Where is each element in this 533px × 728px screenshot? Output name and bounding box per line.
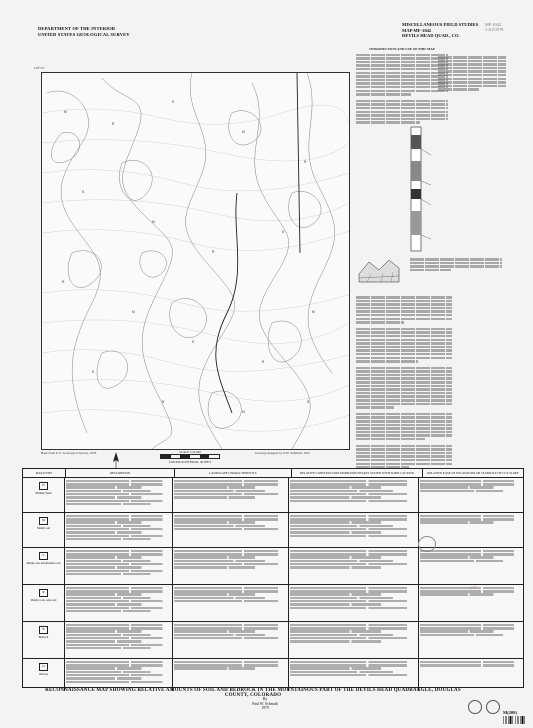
table-row [23, 659, 523, 691]
text-heading: INTRODUCTION AND USE OF THIS MAP [369, 47, 435, 51]
geology-credit: Geology mapped by P.W. Schmidt, 1975 [255, 451, 311, 455]
table-header [23, 469, 523, 478]
unit-name: Mainly rock, some soil [30, 599, 57, 602]
map-panel [41, 72, 350, 450]
svg-text:S: S [282, 230, 285, 234]
map-title: RECONNAISSANCE MAP SHOWING RELATIVE AMOUNTS OF SOIL AND BEDROCK IN THE MOUNTAINOUS PART OF THE DEVILS HEAD QUADRANGLE, DOUGLAS COUNTY, COLORADO [45, 688, 461, 698]
publication-year: 1979 [261, 706, 269, 711]
received-stamp-icon [418, 536, 436, 552]
explanatory-text [356, 46, 448, 125]
unit-symbol: H [39, 482, 48, 490]
col-header-units: MAP UNITS [23, 469, 66, 477]
svg-text:R: R [304, 160, 307, 164]
unit-symbol: R [39, 589, 48, 597]
block-diagram-figure [357, 254, 401, 284]
section-column-figure [403, 125, 435, 253]
svg-text:S: S [307, 400, 310, 404]
col-header-excavation: RELATIVE EASE OF EXCAVATION OR STABILITY OF CUT SLOPE [427, 471, 519, 475]
unit-name: Mainly soil [37, 527, 50, 530]
explanatory-text-lower [356, 296, 452, 470]
table-row [23, 478, 523, 513]
north-arrow-icon [112, 452, 120, 468]
agency-line-1: DEPARTMENT OF THE INTERIOR [38, 26, 116, 31]
author-name: Paul W. Schmidt [252, 701, 278, 706]
col-header-description: DESCRIPTION [66, 469, 175, 477]
svg-text:R: R [262, 360, 265, 364]
scale-label: SCALE 1:24 000 [179, 450, 201, 454]
agency-line-2: UNITED STATES GEOLOGICAL SURVEY [38, 31, 130, 37]
unit-symbol: S [39, 552, 48, 560]
unit-name: Outcrop [38, 673, 49, 676]
explanatory-text-right [438, 56, 506, 92]
by-label: By [262, 697, 268, 701]
table-row [23, 513, 523, 548]
explanatory-text-right-lower [410, 258, 502, 272]
svg-text:R: R [62, 280, 65, 284]
agency-header [38, 26, 130, 37]
table-row [23, 585, 523, 622]
handwritten-annotation-icon: ~~ [469, 583, 478, 590]
unit-symbol: O [39, 663, 48, 671]
col-header-construction: RELATIVE CONSTRUCTION PROBLEMS NEARLY SUITED WITH SOME CAUTION [292, 469, 423, 477]
table-row [23, 622, 523, 659]
svg-text:R: R [112, 122, 115, 126]
series-header [402, 22, 478, 39]
svg-text:S: S [82, 190, 85, 194]
catalog-label: M(200) [503, 710, 517, 715]
map-drawing [42, 73, 349, 449]
table-row [23, 548, 523, 585]
stamp-line-2: 1-2/2/1979 [485, 27, 504, 32]
map-unit-table [22, 468, 524, 688]
unit-name: Bedrock [38, 636, 49, 639]
barcode-icon [503, 716, 525, 724]
quad-name: DEVILS HEAD QUAD., CO. [402, 33, 460, 39]
svg-text:S: S [92, 370, 95, 374]
svg-text:M: M [242, 410, 245, 414]
text-body [356, 54, 448, 124]
col-header-landscape: LANDSCAPE CHARACTERISTICS [175, 469, 292, 477]
scale-bar-group [160, 449, 220, 464]
svg-text:M: M [312, 310, 315, 314]
stamp-line-1: MF-1042 [485, 22, 501, 27]
contour-interval-note: CONTOUR INTERVAL 40 FEET [168, 459, 212, 464]
series-line-1: MISCELLANEOUS FIELD STUDIES [402, 22, 479, 27]
unit-name: Holding Wash [35, 492, 52, 495]
library-stamp [485, 22, 503, 32]
svg-text:M: M [64, 110, 67, 114]
unit-symbol: M [39, 517, 48, 525]
svg-text:S: S [172, 100, 175, 104]
unit-symbol: B [39, 626, 48, 634]
interior-seal-icon [486, 700, 500, 714]
svg-text:S: S [192, 340, 195, 344]
series-line-2: MAP MF-1042 [402, 27, 432, 33]
usgs-seal-icon [468, 700, 482, 714]
svg-text:M: M [132, 310, 135, 314]
base-credit: Base from U.S. Geological Survey, 1978 [41, 451, 97, 455]
byline [220, 697, 310, 711]
svg-text:R: R [212, 250, 215, 254]
svg-text:M: M [152, 220, 155, 224]
svg-text:R: R [162, 400, 165, 404]
corner-coordinate: 105°15' [34, 66, 45, 70]
svg-text:M: M [242, 130, 245, 134]
scale-bar [160, 454, 220, 459]
unit-name: Mainly soil, intermediate rock [26, 562, 61, 565]
